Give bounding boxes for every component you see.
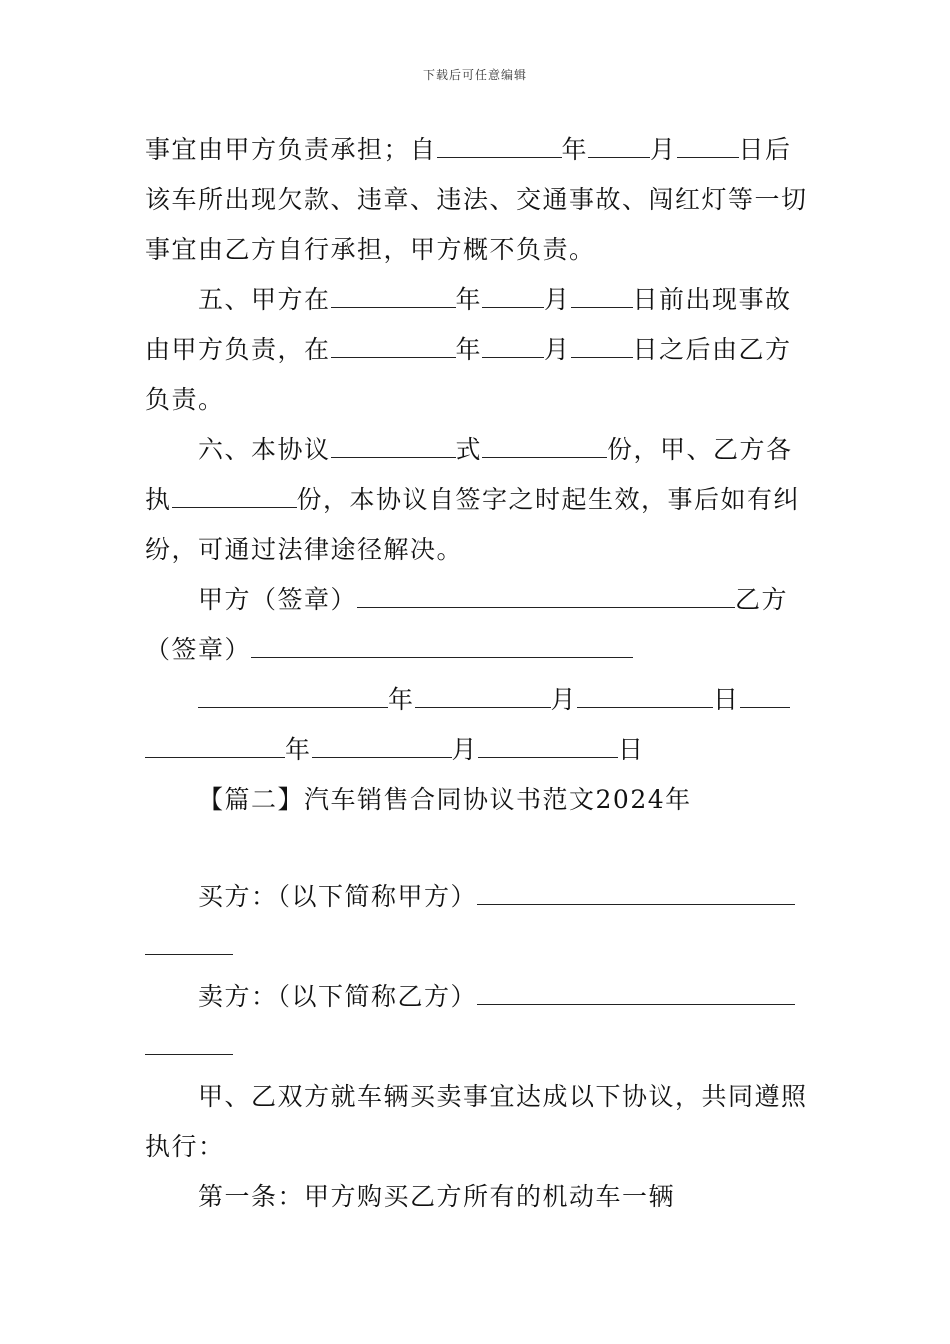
text: （签章）	[145, 635, 252, 664]
blank-field	[331, 333, 456, 358]
text: 事宜由甲方负责承担；自	[145, 135, 437, 164]
signature-field	[251, 633, 633, 658]
blank-field	[588, 133, 650, 158]
text: 月	[544, 285, 571, 314]
blank-field	[331, 433, 456, 458]
blank-field	[677, 133, 739, 158]
blank-field	[577, 683, 713, 708]
text: 日	[713, 685, 740, 714]
clause-five	[198, 283, 810, 317]
blank-field	[478, 733, 618, 758]
blank-field	[437, 133, 562, 158]
text: 年	[285, 735, 312, 764]
text: 六、本协议	[198, 435, 331, 464]
text: 日前出现事故	[632, 285, 792, 314]
signature-field	[357, 583, 735, 608]
text-line	[145, 133, 810, 167]
blank-field	[482, 333, 544, 358]
text-line: 纷，可通过法律途径解决。	[145, 535, 464, 564]
text: 月	[451, 735, 479, 764]
blank-field	[482, 283, 544, 308]
text: 乙方	[735, 585, 789, 614]
text: 年	[561, 135, 589, 164]
text: 执	[145, 485, 172, 514]
blank-field	[477, 980, 795, 1005]
blank-field	[477, 880, 795, 905]
page-header: 下载后可任意编辑	[422, 68, 527, 82]
text: 日之后由乙方	[632, 335, 792, 364]
text-line: 事宜由乙方自行承担，甲方概不负责。	[145, 235, 596, 264]
blank-field	[198, 683, 388, 708]
blank-field	[312, 733, 452, 758]
text: 日后	[738, 135, 792, 164]
text: 由甲方负责，在	[145, 335, 331, 364]
text: 月	[544, 335, 571, 364]
text: 日	[618, 735, 645, 764]
text: 月	[550, 685, 578, 714]
text: 份，甲、乙方各	[607, 435, 793, 464]
text-line: 该车所出现欠款、违章、违法、交通事故、闯红灯等一切	[145, 185, 808, 214]
date-line	[198, 683, 810, 717]
text-line: 执行：	[145, 1132, 225, 1161]
text: 五、甲方在	[198, 285, 331, 314]
blank-field	[740, 683, 790, 708]
text: 式	[455, 435, 483, 464]
seller-line	[198, 980, 810, 1014]
section-title: 【篇二】汽车销售合同协议书范文2024年	[198, 785, 692, 814]
clause-six	[198, 433, 810, 467]
blank-field	[145, 733, 285, 758]
buyer-line-continued	[145, 930, 810, 964]
date-line	[145, 733, 810, 767]
blank-field	[172, 483, 297, 508]
blank-field	[571, 333, 633, 358]
blank-field	[331, 283, 456, 308]
text: 年	[388, 685, 415, 714]
blank-field	[482, 433, 607, 458]
signature-line	[198, 583, 810, 617]
text-line	[145, 333, 810, 367]
text: 份，本协议自签字之时起生效，事后如有纠	[296, 485, 801, 514]
blank-field	[571, 283, 633, 308]
seller-line-continued	[145, 1030, 810, 1064]
agreement-line: 甲、乙双方就车辆买卖事宜达成以下协议，共同遵照	[198, 1082, 808, 1111]
text-line: 负责。	[145, 385, 225, 414]
signature-line	[145, 633, 810, 667]
text: 买方：（以下简称甲方）	[198, 882, 478, 911]
blank-field	[145, 930, 233, 955]
text-line	[145, 483, 810, 517]
text: 卖方：（以下简称乙方）	[198, 982, 478, 1011]
text: 年	[455, 285, 483, 314]
text: 甲方（签章）	[198, 585, 358, 614]
blank-field	[415, 683, 551, 708]
text: 月	[650, 135, 677, 164]
text: 年	[455, 335, 483, 364]
article-one: 第一条：甲方购买乙方所有的机动车一辆	[198, 1182, 676, 1211]
blank-field	[145, 1030, 233, 1055]
buyer-line	[198, 880, 810, 914]
